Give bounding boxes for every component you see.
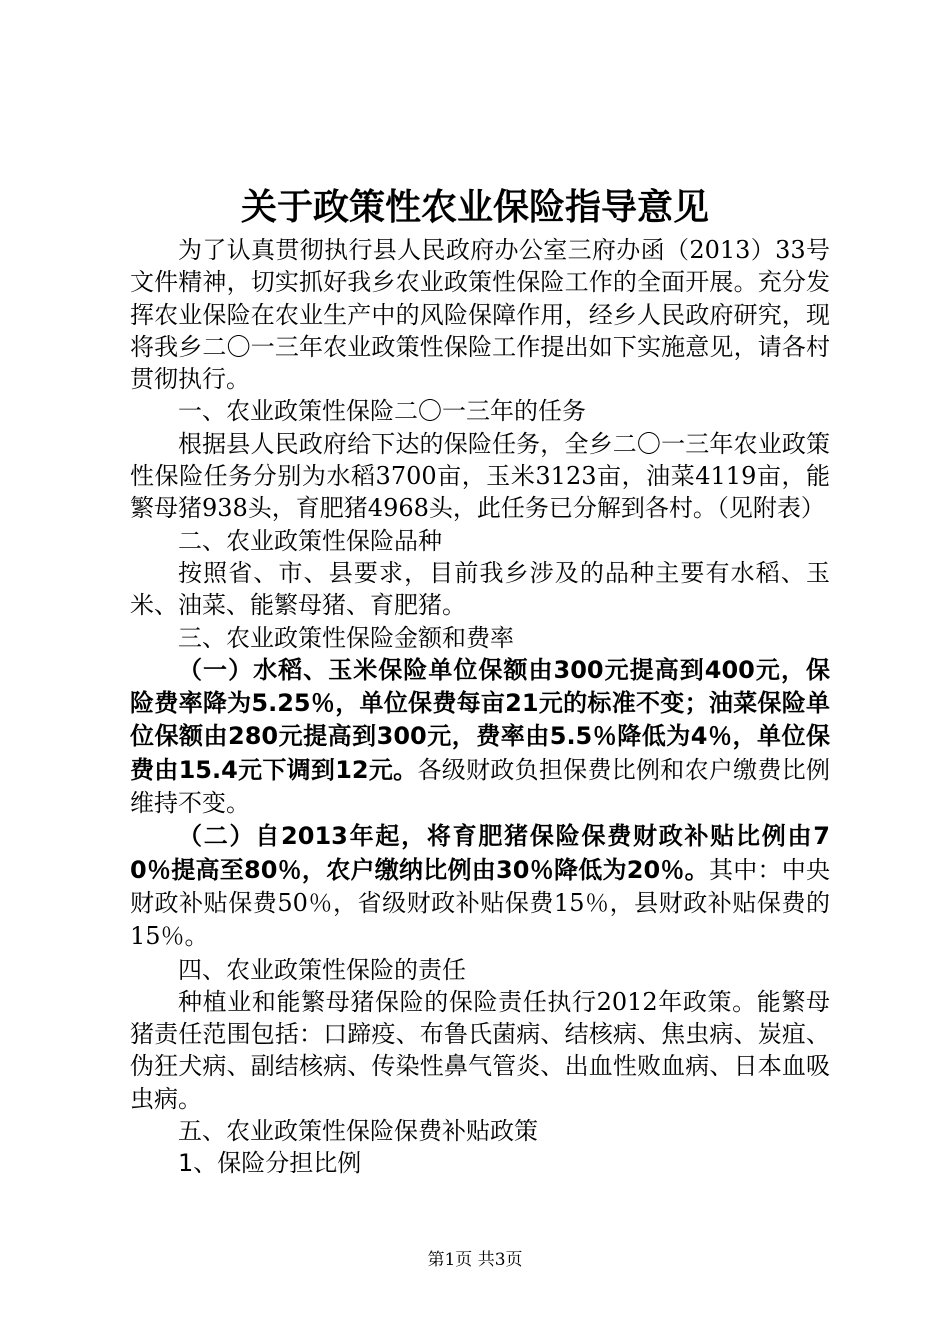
document-body (130, 234, 830, 1180)
section-heading-3: 三、农业政策性保险金额和费率 (178, 623, 514, 652)
section-heading-4: 四、农业政策性保险的责任 (178, 955, 466, 984)
section-1-paragraph: 根据县人民政府给下达的保险任务，全乡二〇一三年农业政策性保险任务分别为水稻3700亩，玉米3123亩，油菜4119亩，能繁母猪938头，育肥猪4968头，此任务已分解到各村。（见附表） (130, 429, 830, 523)
section-heading-1: 一、农业政策性保险二〇一三年的任务 (178, 397, 586, 426)
intro-paragraph: 为了认真贯彻执行县人民政府办公室三府办函（2013）33号文件精神，切实抓好我乡农业政策性保险工作的全面开展。充分发挥农业保险在农业生产中的风险保障作用，经乡人民政府研究，现将我乡二〇一三年农业政策性保险工作提出如下实施意见，请各村贯彻执行。 (130, 236, 830, 394)
section-heading-5: 五、农业政策性保险保费补贴政策 (178, 1117, 538, 1146)
section-3-item-2-plain: 其中：中央财政补贴保费50％，省级财政补贴保费15％，县财政补贴保费的15％。 (130, 855, 830, 951)
section-3-item-1 (130, 654, 830, 820)
section-3-item-1-bold: （一）水稻、玉米保险单位保额由300元提高到400元，保险费率降为5.25％，单位保费每亩21元的标准不变；油菜保险单位保额由280元提高到300元，费率由5.5％降低为4％，单位保费由15.4元下调到12元。 (130, 655, 830, 784)
section-3-item-2-bold: （二）自2013年起，将育肥猪保险保费财政补贴比例由70％提高至80％，农户缴纳比例由30％降低为20％。 (130, 822, 830, 884)
section-3-item-2 (130, 820, 830, 953)
section-3-item-1-plain: 各级财政负担保费比例和农户缴费比例维持不变。 (130, 755, 830, 818)
page-footer: 第1页 共3页 (427, 1250, 523, 1270)
section-2-paragraph: 按照省、市、县要求，目前我乡涉及的品种主要有水稻、玉米、油菜、能繁母猪、育肥猪。 (130, 558, 830, 620)
section-heading-2: 二、农业政策性保险品种 (178, 526, 442, 555)
subsection-heading-5-1: 1、保险分担比例 (178, 1149, 362, 1178)
section-4-paragraph: 种植业和能繁母猪保险的保险责任执行2012年政策。能繁母猪责任范围包括：口蹄疫、布鲁氏菌病、结核病、焦虫病、炭疽、伪狂犬病、副结核病、传染性鼻气管炎、出血性败血病、日本血吸虫病。 (130, 987, 830, 1113)
document-title: 关于政策性农业保险指导意见 (240, 186, 709, 228)
